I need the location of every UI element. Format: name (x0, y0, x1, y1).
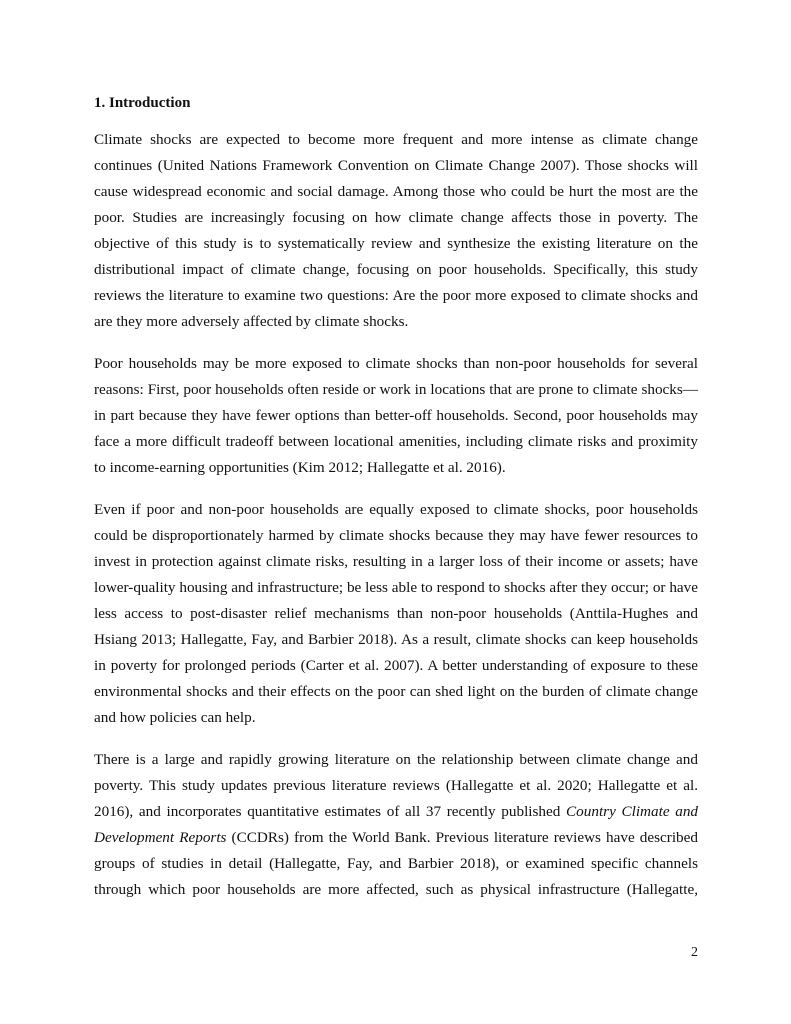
text-line: are they more adversely affected by climate shocks. (94, 313, 409, 330)
text-line (94, 799, 698, 825)
text-line (94, 825, 698, 851)
text-line: could be disproportionately harmed by climate shocks because they may have fewer resources to (94, 527, 698, 544)
text-line: Even if poor and non-poor households are equally exposed to climate shocks, poor households (94, 501, 698, 518)
text-line: through which poor households are more affected, such as physical infrastructure (Hallegatte, (94, 881, 698, 898)
text-line: There is a large and rapidly growing literature on the relationship between climate change and (94, 751, 698, 768)
paragraph-4 (94, 747, 698, 903)
text-line: invest in protection against climate risks, resulting in a larger loss of their income or assets; have (94, 553, 698, 570)
paragraph-1 (94, 127, 698, 335)
text-line: to income-earning opportunities (Kim 2012; Hallegatte et al. 2016). (94, 459, 506, 476)
text-line: poor. Studies are increasingly focusing on how climate change affects those in poverty. The (94, 209, 698, 226)
section-heading: 1. Introduction (94, 95, 191, 111)
text-line: Hsiang 2013; Hallegatte, Fay, and Barbier 2018). As a result, climate shocks can keep households (94, 631, 698, 648)
text-line: lower-quality housing and infrastructure; be less able to respond to shocks after they occur; or have (94, 579, 698, 596)
text-line: face a more difficult tradeoff between locational amenities, including climate risks and proximity (94, 433, 698, 450)
text-run: 2016), and incorporates quantitative estimates of all 37 recently published (94, 803, 567, 820)
text-line: and how policies can help. (94, 709, 256, 726)
text-line: Climate shocks are expected to become more frequent and more intense as climate change (94, 131, 698, 148)
text-line: continues (United Nations Framework Convention on Climate Change 2007). Those shocks will (94, 157, 698, 174)
text-run: (CCDRs) from the World Bank. Previous literature reviews have described (226, 829, 698, 846)
report-title-italic: Development Reports (94, 829, 227, 846)
text-line: in poverty for prolonged periods (Carter et al. 2007). A better understanding of exposure to these (94, 657, 698, 674)
text-line: distributional impact of climate change, focusing on poor households. Specifically, this study (94, 261, 698, 278)
paragraph-3 (94, 497, 698, 731)
paragraph-2 (94, 351, 698, 481)
text-line: groups of studies in detail (Hallegatte, Fay, and Barbier 2018), or examined specific channels (94, 855, 698, 872)
text-line: cause widespread economic and social damage. Among those who could be hurt the most are the (94, 183, 698, 200)
text-line: reasons: First, poor households often reside or work in locations that are prone to climate shocks— (94, 381, 698, 398)
page-number: 2 (691, 945, 698, 960)
text-line: poverty. This study updates previous literature reviews (Hallegatte et al. 2020; Hallegatte et al. (94, 777, 698, 794)
text-line: environmental shocks and their effects on the poor can shed light on the burden of climate change (94, 683, 698, 700)
text-line: objective of this study is to systematically review and synthesize the existing literature on the (94, 235, 698, 252)
text-line: Poor households may be more exposed to climate shocks than non-poor households for several (94, 355, 698, 372)
report-title-italic: Country Climate and (566, 803, 699, 820)
text-line: less access to post-disaster relief mechanisms than non-poor households (Anttila-Hughes and (94, 605, 698, 622)
text-line: reviews the literature to examine two questions: Are the poor more exposed to climate shocks and (94, 287, 698, 304)
text-line: in part because they have fewer options than better-off households. Second, poor households may (94, 407, 698, 424)
